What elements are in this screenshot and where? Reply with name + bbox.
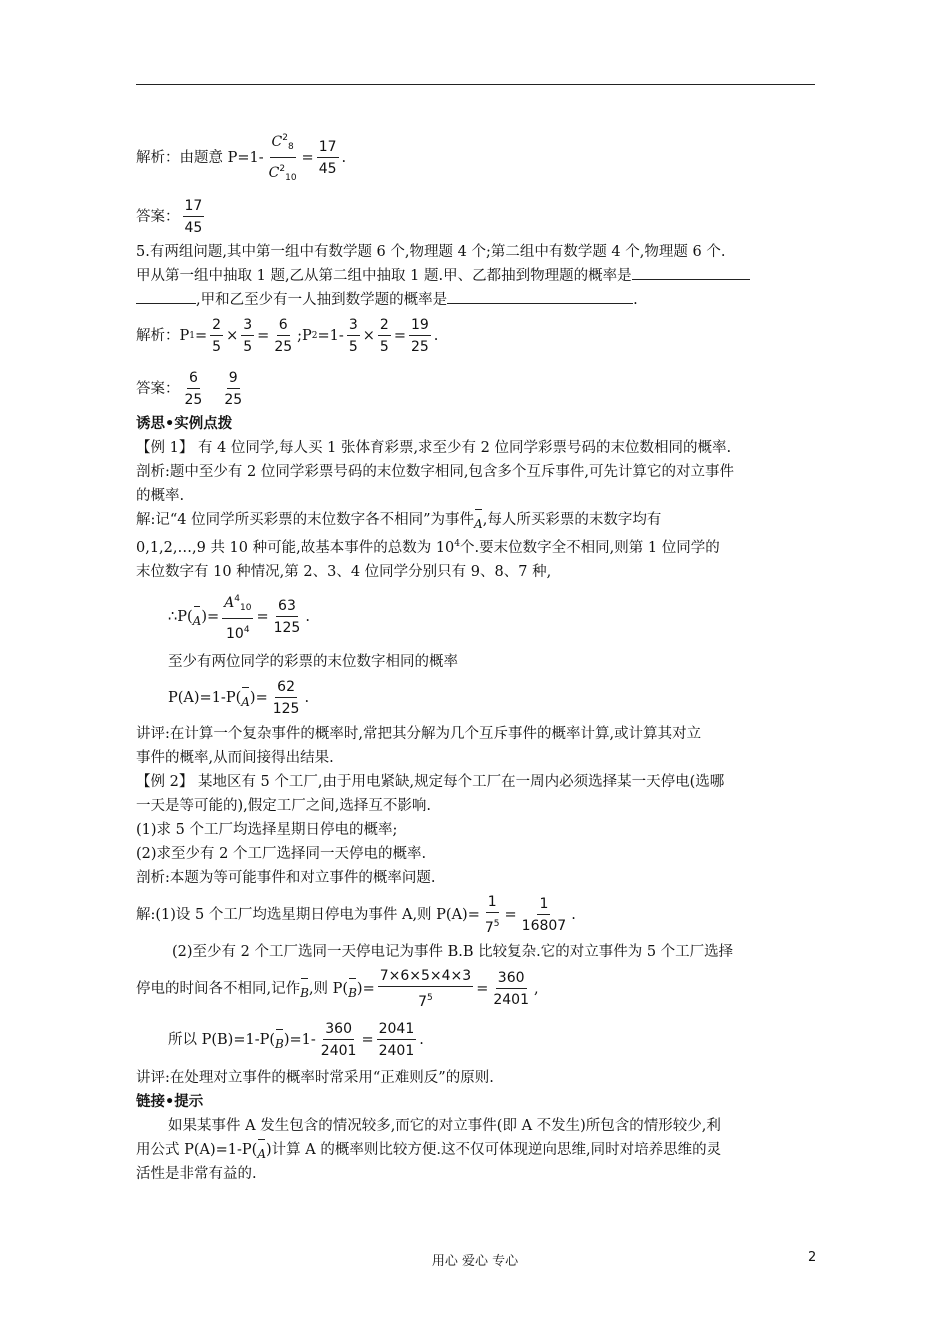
section-heading: 诱思•实例点拨 [136, 416, 233, 432]
example-1-comment-1: 讲评:在计算一个复杂事件的概率时,常把其分解为几个互斥事件的概率计算,或计算其对立 [136, 726, 702, 742]
answer-blank-1-cont [136, 289, 196, 304]
question-5-line-3: ,甲和乙至少有一人抽到数学题的概率是 . [136, 288, 815, 312]
example-2-solution-3: 所以 P(B)=1-P( B )=1- $\frac{360}{2401}$ = $\frac{2041}{2401}$ . [168, 1020, 424, 1059]
example-1-analysis-1: 剖析:题中至少有 2 位同学彩票号码的末位数字相同,包含多个互斥事件,可先计算它的对立事件 [136, 464, 735, 480]
example-1-solution-3: 末位数字有 10 种情况,第 2、3、4 位同学分别只有 9、8、7 种, [136, 564, 552, 580]
question-5-line-1: 5.有两组问题,其中第一组中有数学题 6 个,物理题 4 个;第二组中有数学题 4 个,物理题 6 个. [136, 244, 726, 260]
example-2-question-1: (1)求 5 个工厂均选择星期日停电的概率; [136, 822, 398, 838]
example-2-analysis: 剖析:本题为等可能事件和对立事件的概率问题. [136, 870, 436, 886]
analysis-line: 解析：由题意 P=1- $\frac{C^2_8}{C^2_{10}}$ = $\frac{17}{45}$ . [136, 132, 815, 184]
example-1-equation-2: P(A)=1-P( A )= $\frac{62}{125}$ . [168, 678, 310, 717]
example-2-solution-2: (2)至少有 2 个工厂选同一天停电记为事件 B.B 比较复杂.它的对立事件为 5 个工厂选择 [172, 944, 734, 960]
section-heading-2: 链接•提示 [136, 1094, 204, 1110]
page-number: 2 [808, 1250, 817, 1265]
tip-line-1: 如果某事件 A 发生包含的情况较多,而它的对立事件(即 A 不发生)所包含的情形较少,利 [168, 1118, 721, 1134]
example-2-text-2: 一天是等可能的),假定工厂之间,选择互不影响. [136, 798, 431, 814]
example-2-question-2: (2)求至少有 2 个工厂选择同一天停电的概率. [136, 846, 427, 862]
example-2-solution-2b: 停电的时间各不相同,记作 B ,则 P( B )= $\frac{7\times 6\times 5\times 4\times 3}{7^5}$ = $\frac{360}{2401}$ , [136, 967, 539, 1010]
answer-blank-2 [447, 289, 633, 304]
example-1-analysis-2: 的概率. [136, 488, 185, 504]
fraction-result: $\frac{17}{45}$ [318, 138, 337, 177]
example-2-solution-1: 解:(1)设 5 个工厂均选星期日停电为事件 A,则 P(A)= $\frac{1}{7^5}$ = $\frac{1}{16807}$ . [136, 893, 576, 936]
answer-fraction: $\frac{17}{45}$ [184, 197, 203, 236]
example-1-equation-1: ∴P( A )= $\frac{A^4_{10}}{10^4}$ = $\frac{63}{125}$ . [136, 590, 815, 644]
example-1-title: 【例 1】 有 4 位同学,每人买 1 张体育彩票,求至少有 2 位同学彩票号码的末位数相同的概率. [136, 440, 732, 456]
example-1-solution-1: 解:记“4 位同学所买彩票的末位数字各不相同”为事件A,每人所买彩票的末数字均有 [136, 508, 815, 532]
tip-line-2: 用公式 P(A)=1-P(A)计算 A 的概率则比较方便.这不仅可体现逆向思维,同时对培养思维的灵 [136, 1138, 815, 1162]
page-footer: 用心 爱心 专心 [431, 1254, 519, 1269]
example-1-comment-2: 事件的概率,从而间接得出结果. [136, 750, 334, 766]
example-2-title: 【例 2】 某地区有 5 个工厂,由于用电紧缺,规定每个工厂在一周内必须选择某一天停电(选哪 [136, 774, 725, 790]
header-rule [136, 84, 815, 85]
example-1-at-least-line: 至少有两位同学的彩票的末位数字相同的概率 [168, 654, 458, 670]
answer-5-line: 答案： $\frac{6}{25}$ $\frac{9}{25}$ [136, 369, 243, 408]
fraction-combination: $\frac{C^2_8}{C^2_{10}}$ [267, 128, 299, 189]
answer-label: 答案： [136, 209, 180, 225]
page-content [136, 132, 815, 1186]
analysis-5-line: 解析： P 1 = $\frac{2}{5}$ × $\frac{3}{5}$ = $\frac{6}{25}$ ;P 2 =1- $\frac{3}{5}$ × $\frac{2}{5}$ = $\frac{19}{25}$ . [136, 316, 439, 355]
analysis-prefix: 解析：由题意 P=1- [136, 150, 264, 166]
tip-line-3: 活性是非常有益的. [136, 1166, 257, 1182]
answer-blank-1 [632, 265, 750, 280]
example-2-comment: 讲评:在处理对立事件的概率时常采用“正难则反”的原则. [136, 1070, 494, 1086]
question-5-line-2: 甲从第一组中抽取 1 题,乙从第二组中抽取 1 题.甲、乙都抽到物理题的概率是 [136, 264, 815, 288]
example-1-solution-2: 0,1,2,…,9 共 10 种可能,故基本事件的总数为 $10^4$个.要末位数字全不相同,则第 1 位同学的 [136, 539, 720, 556]
answer-line [136, 194, 815, 240]
